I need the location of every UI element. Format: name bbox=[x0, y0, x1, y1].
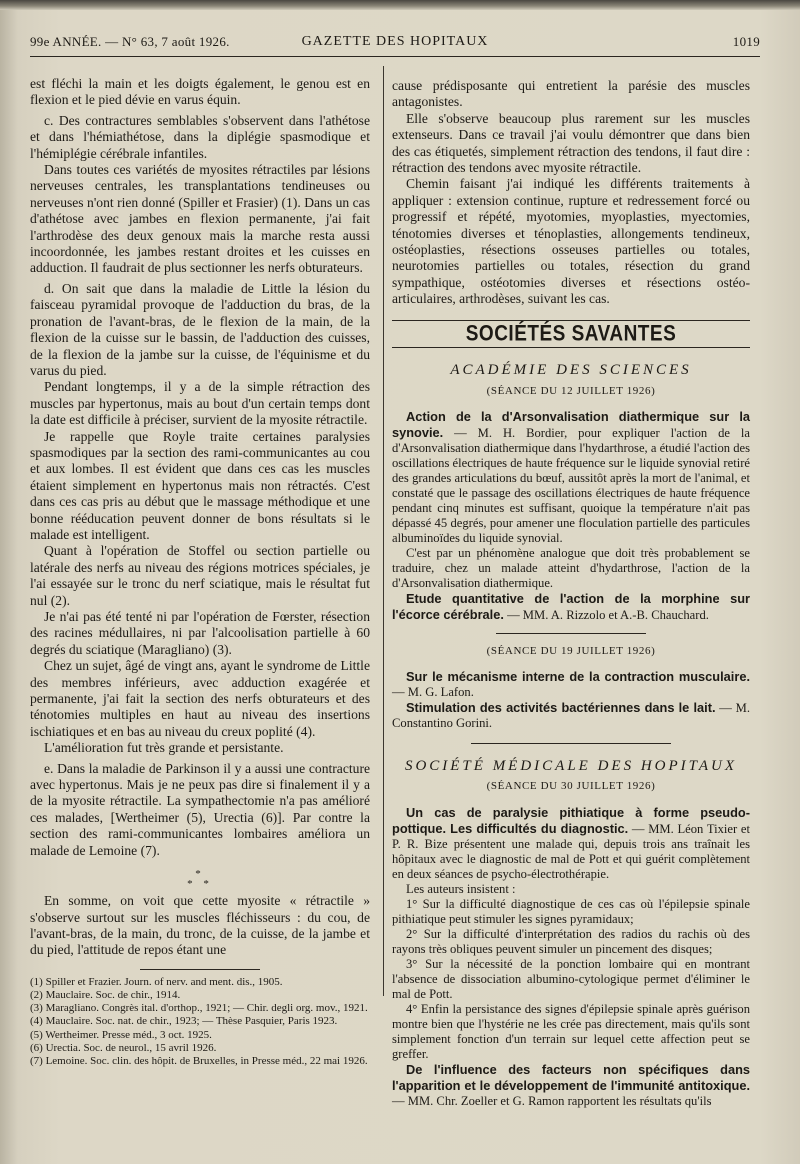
footnotes bbox=[30, 976, 370, 1068]
paragraph: En somme, on voit que cette myosite « rétractile » s'observe surtout sur les muscles fléchisseurs : du cou, de l'avant-bras, de la main, du tronc, de la cuisse, de la jambe et du pied, l'attitude de repos étant une bbox=[30, 893, 370, 958]
paragraph: cause prédisposante qui entretient la parésie des muscles antagonistes. bbox=[392, 78, 750, 110]
entry-title: Stimulation des activités bactériennes dans le lait. bbox=[406, 699, 716, 715]
list-item: 2° Sur la difficulté d'interprétation des radios du rachis où des rayons très obliques peuvent simuler un pincement des disques; bbox=[392, 926, 750, 956]
right-column bbox=[392, 78, 750, 1109]
entry-body: — M. Constantino Gorini. bbox=[392, 700, 750, 730]
paragraph: Pendant longtemps, il y a de la simple rétraction des muscles par hypertonus, mais au bout d'un certain temps dont la date est difficile à préciser, survient de la myosite rétractile. bbox=[30, 379, 370, 428]
page-top-edge bbox=[0, 0, 800, 10]
paragraph: Chemin faisant j'ai indiqué les différents traitements à appliquer : extension continue, rupture et redressement forcé ou progressif et répété, myotomies, myoplasties, myectomies, ténotomies diverses et ténoplasties, allongements tendineux, ostéoplasties, résections osseuses partielles ou totales, neurotomies partielles ou totales, résection du grand sympathique, ostéotomies diverses et résections ostéo-articulaires, arthrodèses, suivant les cas. bbox=[392, 176, 750, 307]
column-divider bbox=[383, 66, 384, 996]
paragraph: C'est par un phénomène analogue que doit très probablement se traduire, chez un malade atteint d'hydarthrose, l'action de la d'Arsonvalisation diathermique. bbox=[392, 545, 750, 590]
entry-title: De l'influence des facteurs non spécifiques dans l'apparition et le développement de l'immunité antitoxique. bbox=[392, 1061, 750, 1093]
society-title: SOCIÉTÉ MÉDICALE DES HOPITAUX bbox=[404, 757, 738, 774]
paragraph: est fléchi la main et les doigts également, le genou est en flexion et le pied dévie en varus équin. bbox=[30, 76, 370, 108]
entry-title: Etude quantitative de l'action de la morphine sur l'écorce cérébrale. bbox=[392, 590, 750, 622]
footnote: (4) Mauclaire. Soc. nat. de chir., 1923; — Thèse Pasquier, Paris 1923. bbox=[30, 1015, 338, 1028]
entry-body: — MM. Léon Tixier et P. R. Bize présentent une malade qui, depuis trois ans traînait les hôpitaux avec le diagnostic de mal de Pott et qui guérit complètement en deux séances de psycho-électrothérapie. bbox=[392, 821, 750, 881]
paragraph: Je n'ai pas été tenté ni par l'opération de Fœrster, résection des racines médullaires, ni par l'alcoolisation partielle à 60 degrés du sciatique (Maragliano) (3). bbox=[30, 609, 370, 657]
list-item: 1° Sur la difficulté diagnostique de ces cas où l'épilepsie spinale pithiatique peut stimuler les signes pyramidaux; bbox=[392, 896, 750, 926]
paragraph: L'amélioration fut très grande et persistante. bbox=[44, 740, 284, 756]
session-date: (SÉANCE DU 12 JUILLET 1926) bbox=[486, 384, 656, 397]
page-number: 1019 bbox=[732, 34, 760, 49]
paragraph: Je rappelle que Royle traite certaines paralysies spasmodiques par la section des rami-communicantes au cou et aux lombes. Il est évident que dans ces cas les muscles étaient simplement en hypertonus mais non rétractés. C'est dans ces cas pris au début que le massage méthodique et une bonne rééducation peuvent donner de bons résultats si le malade est intelligent. bbox=[30, 428, 370, 542]
session-date: (SÉANCE DU 19 JUILLET 1926) bbox=[486, 644, 656, 657]
paragraph: Elle s'observe beaucoup plus rarement sur les muscles extenseurs. Dans ce travail j'ai voulu démontrer que dans bien des cas étiquetés, simplement rétraction des tendons, il faut dire : rétraction des tendons avec myosite rétractile. bbox=[392, 110, 750, 176]
paragraph: Dans toutes ces variétés de myosites rétractiles par lésions nerveuses centrales, les transplantations tendineuses ou nerveuses n'ont rien donné (Spiller et Frasier) (1). Dans un cas d'athétose avec jambes en flexion permanente, j'ai fait l'arthrodèse des deux genoux mais la marche resta aussi incoordonnée, les jambes restant droites et les cuisses en adduction. Il faudrait de plus sectionner les nerfs obturateurs. bbox=[30, 162, 370, 276]
footnote: (1) Spiller et Frazier. Journ. of nerv. and ment. dis., 1905. bbox=[30, 975, 283, 988]
footnote-rule bbox=[140, 969, 260, 970]
entry-body: — M. G. Lafon. bbox=[392, 684, 474, 699]
list-item: 4° Enfin la persistance des signes d'épilepsie spinale après guérison montre bien que l'hystérie ne les crée pas directement, mais qu'ils sont simplement fonction d'un terrain sur lequel cette affection peut se greffer. bbox=[392, 1001, 750, 1061]
paragraph: e. Dans la maladie de Parkinson il y a aussi une contracture avec hypertonus. Mais je ne peux pas dire si finalement il y a de la myosite rétractile. La sympathectomie n'a pas amélioré ces malades, [Wertheimer (5), Urectia (6)]. Par contre la section des rami-communicantes lombaires améliora un malade de Lemoine (7). bbox=[30, 760, 370, 858]
list-item: 3° Sur la nécessité de la ponction lombaire qui en montrant l'absence de dissociation albumino-cytologique permet d'éliminer le mal de Pott. bbox=[392, 956, 750, 1001]
section-heading-box bbox=[392, 320, 750, 348]
running-header bbox=[30, 34, 760, 56]
divider bbox=[471, 743, 671, 744]
issue-info: 99e ANNÉE. — N° 63, 7 août 1926. bbox=[30, 34, 230, 49]
academy-entries bbox=[392, 409, 750, 731]
paragraph: c. Des contractures semblables s'observent dans l'athétose et dans l'hémiathétose, dans la diplégie spasmodique et l'hémiplégie cérébrale infantiles. bbox=[30, 112, 370, 161]
header-rule bbox=[30, 56, 760, 57]
entry-body: — MM. A. Rizzolo et A.-B. Chauchard. bbox=[507, 607, 709, 622]
section-separator: * * * bbox=[187, 868, 213, 891]
journal-title: GAZETTE DES HOPITAUX bbox=[301, 34, 489, 49]
session-date: (SÉANCE DU 30 JUILLET 1926) bbox=[486, 780, 656, 793]
society-entries bbox=[392, 805, 750, 1109]
paragraph: Quant à l'opération de Stoffel ou section partielle ou latérale des nerfs au niveau des régions motrices spéciales, je l'ai essayée sur le tronc du nerf sciatique, mais le résultat fut nul (2). bbox=[30, 543, 370, 608]
entry-body: — M. H. Bordier, pour expliquer l'action de la d'Arsonvalisation diathermique dans l'hydarthrose, a étudié l'action des oscillations électriques de haute fréquence sur le liquide synovial retiré des grandes articulations du bœuf, aussitôt après la mort de l'animal, et constaté que le passage des oscillations électriques de haute fréquence pendant cinq minutes est suffisant, quoique la température n'ait pas dépassé 45 degrés, pour amener une floculation partielle des particules albuminoïdes du liquide synovial. bbox=[392, 425, 750, 545]
left-column bbox=[30, 76, 370, 1068]
section-title: SOCIÉTÉS SAVANTES bbox=[465, 322, 677, 347]
paragraph: Les auteurs insistent : bbox=[406, 881, 516, 896]
entry-title: Action de la d'Arsonvalisation diathermique sur la synovie. bbox=[392, 408, 750, 440]
academy-title: ACADÉMIE DES SCIENCES bbox=[450, 362, 692, 379]
entry-title: Sur le mécanisme interne de la contraction musculaire. bbox=[406, 668, 750, 684]
paragraph: Chez un sujet, âgé de vingt ans, ayant le syndrome de Little des membres inférieurs, avec adduction exagérée et permanente, j'ai fait la section des nerfs obturateurs et des ténotomies multiples en haut au niveau des insertions ischiatiques et en bas au niveau du creux poplité (4). bbox=[30, 658, 370, 739]
footnote: (2) Mauclaire. Soc. de chir., 1914. bbox=[30, 988, 181, 1001]
footnote: (7) Lemoine. Soc. clin. des hôpit. de Bruxelles, in Presse méd., 22 mai 1926. bbox=[30, 1054, 368, 1067]
footnote: (6) Urectia. Soc. de neurol., 15 avril 1926. bbox=[30, 1041, 217, 1054]
entry-body: — MM. Chr. Zoeller et G. Ramon rapportent les résultats qu'ils bbox=[392, 1093, 712, 1108]
footnote: (3) Maragliano. Congrès ital. d'orthop., 1921; — Chir. degli org. mov., 1921. bbox=[30, 1002, 368, 1015]
divider bbox=[496, 633, 646, 634]
footnote: (5) Wertheimer. Presse méd., 3 oct. 1925. bbox=[30, 1028, 212, 1041]
paragraph: d. On sait que dans la maladie de Little la lésion du faisceau pyramidal provoque de l'adduction du bras, de la pronation de l'avant-bras, de le flexion de la main, de la flexion de la cuisse sur le bassin, de l'adduction des cuisses, de la flexion de la jambe sur la cuisse, de l'équinisme et du varus du pied. bbox=[30, 280, 370, 378]
entry-title: Un cas de paralysie pithiatique à forme pseudo-pottique. Les difficultés du diagnostic. bbox=[392, 804, 750, 836]
